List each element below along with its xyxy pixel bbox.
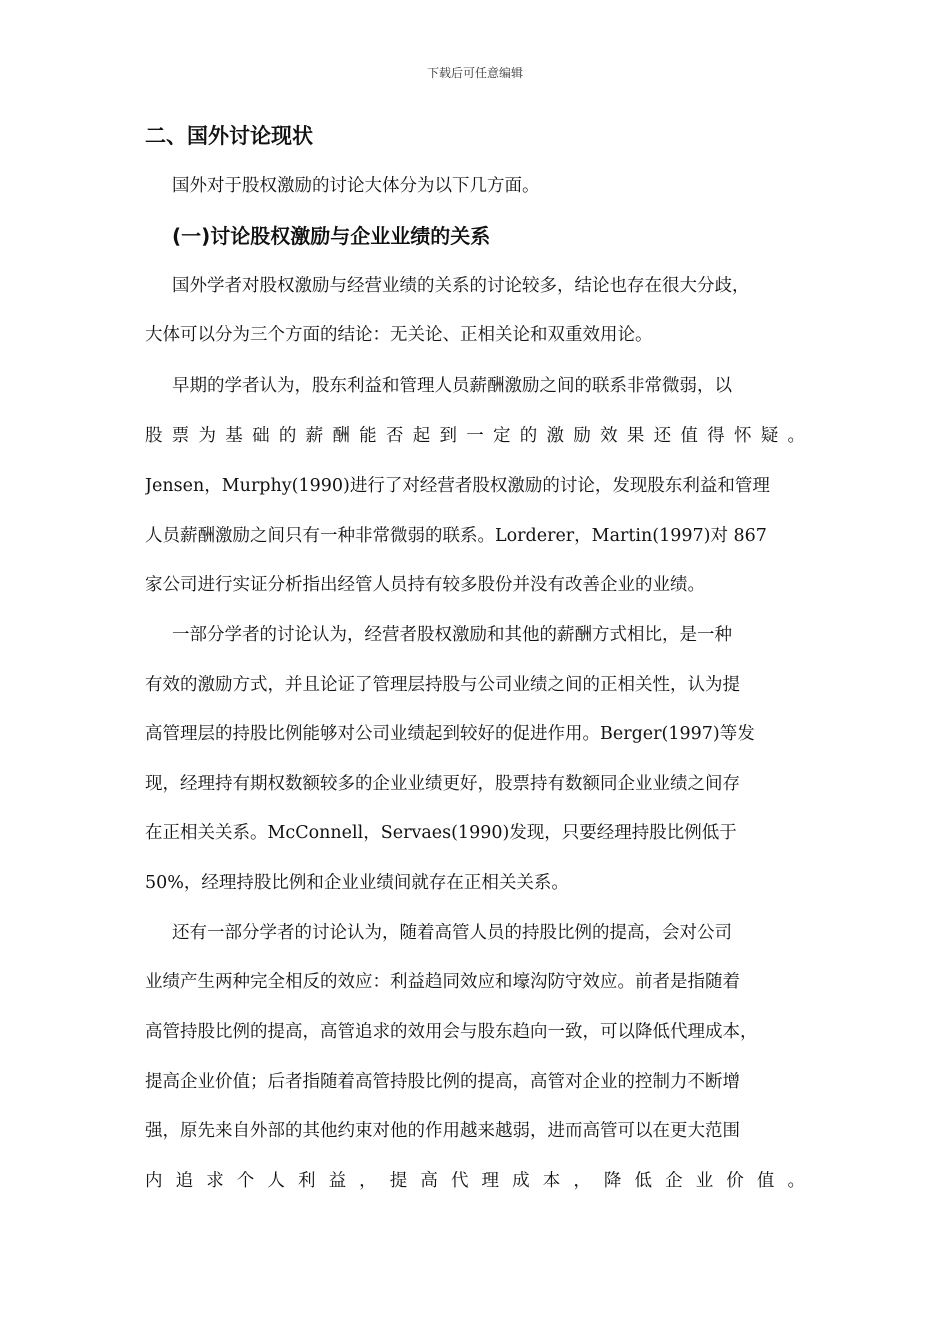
text-line: 在正相关关系。McConnell，Servaes(1990)发现，只要经理持股比例低于	[145, 823, 737, 843]
text-line: 有效的激励方式，并且论证了管理层持股与公司业绩之间的正相关性，认为提	[145, 675, 740, 695]
text-line: 家公司进行实证分析指出经管人员持有较多股份并没有改善企业的业绩。	[145, 575, 705, 595]
text-line: 高管理层的持股比例能够对公司业绩起到较好的促进作用。Berger(1997)等发	[145, 724, 755, 744]
text-line: 50%，经理持股比例和企业业绩间就存在正相关关系。	[145, 873, 569, 893]
text-line: 高管持股比例的提高，高管追求的效用会与股东趋向一致，可以降低代理成本，	[145, 1022, 758, 1042]
intro-paragraph: 国外对于股权激励的讨论大体分为以下几方面。	[172, 176, 540, 196]
text-line: 提高企业价值；后者指随着高管持股比例的提高，高管对企业的控制力不断增	[145, 1072, 740, 1092]
text-line: 股票为基础的薪酬能否起到一定的激励效果还值得怀疑。	[145, 426, 805, 446]
page-header-watermark: 下载后可任意编辑	[426, 66, 523, 80]
section-title: 二、国外讨论现状	[145, 124, 313, 148]
text-line: 强，原先来自外部的其他约束对他的作用越来越弱，进而高管可以在更大范围	[145, 1121, 740, 1141]
text-line: 早期的学者认为，股东利益和管理人员薪酬激励之间的联系非常微弱，以	[172, 376, 732, 396]
text-line: 一部分学者的讨论认为，经营者股权激励和其他的薪酬方式相比，是一种	[172, 625, 732, 645]
text-line: 国外学者对股权激励与经营业绩的关系的讨论较多，结论也存在很大分歧，	[172, 276, 750, 296]
text-line: 内追求个人利益，提高代理成本，降低企业价值。	[145, 1171, 805, 1191]
text-line: 人员薪酬激励之间只有一种非常微弱的联系。Lorderer，Martin(1997)对 867	[145, 526, 767, 546]
text-line: Jensen，Murphy(1990)进行了对经营者股权激励的讨论，发现股东利益和管理	[145, 476, 770, 496]
text-line: 大体可以分为三个方面的结论：无关论、正相关论和双重效用论。	[145, 325, 653, 345]
subsection-title: (一)讨论股权激励与企业业绩的关系	[172, 224, 491, 248]
text-line: 现，经理持有期权数额较多的企业业绩更好，股票持有数额同企业业绩之间存	[145, 774, 740, 794]
text-line: 业绩产生两种完全相反的效应：利益趋同效应和壕沟防守效应。前者是指随着	[145, 972, 740, 992]
text-line: 还有一部分学者的讨论认为，随着高管人员的持股比例的提高，会对公司	[172, 923, 732, 943]
